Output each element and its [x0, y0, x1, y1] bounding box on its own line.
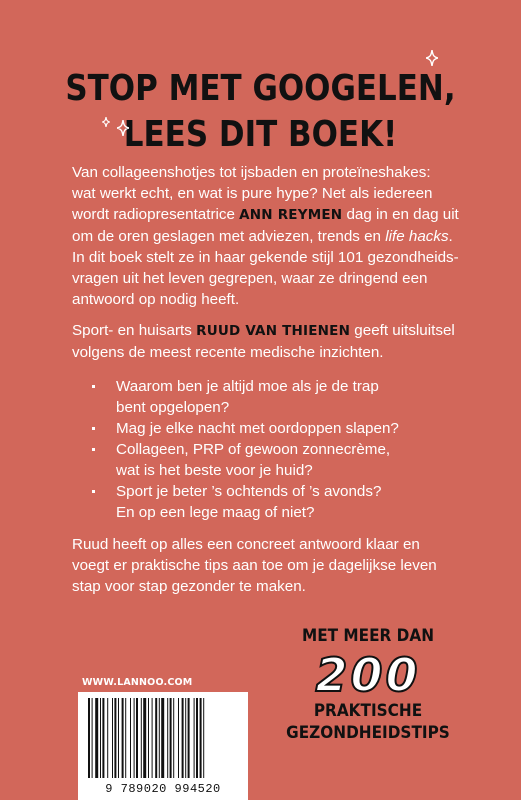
intro-line [72, 204, 472, 226]
barcode-bar [167, 698, 168, 778]
expert-line: volgens de meest recente medische inzichten. [72, 344, 384, 361]
barcode-bar [200, 698, 202, 778]
intro-paragraph [72, 162, 472, 310]
bullet-icon [92, 490, 95, 493]
closing-line: stap voor stap gezonder te maken. [72, 578, 306, 595]
intro-text: wordt radiopresentatrice [72, 206, 240, 223]
publisher-url: WWW.LANNOO.COM [82, 677, 193, 688]
closing-line: voegt er praktische tips aan toe om je dagelijkse leven [72, 557, 437, 574]
intro-text: . [448, 228, 453, 245]
barcode-bar [161, 698, 164, 778]
sparkle-icon [117, 120, 129, 136]
expert-text: Sport- en huisarts [72, 322, 197, 339]
author-name: ANN REYMEN [239, 207, 343, 223]
sparkle-icon [426, 50, 438, 66]
barcode-bar [122, 698, 124, 778]
intro-line: vragen uit het leven gegrepen, waar ze dringend een [72, 270, 428, 287]
intro-text: dag in en dag uit [342, 206, 459, 223]
list-item [90, 376, 450, 418]
bullet-icon [92, 427, 95, 430]
intro-line: In dit boek stelt ze in haar gekende stijl 101 gezondheids- [72, 249, 459, 266]
barcode [78, 692, 248, 800]
bullet-icon [92, 448, 95, 451]
barcode-bar [196, 698, 198, 778]
list-item [90, 481, 450, 523]
question-text: bent opgelopen? [116, 399, 230, 416]
tips-promo [260, 624, 476, 744]
intro-line [72, 226, 472, 247]
list-item [90, 418, 450, 439]
promo-line: GEZONDHEIDSTIPS [286, 723, 450, 743]
headline-line-1: STOP MET GOOGELEN, [65, 68, 456, 109]
intro-text: om de oren geslagen met adviezen, trends en [72, 228, 386, 245]
life-hacks-text: life hacks [385, 228, 449, 245]
barcode-bar [118, 698, 119, 778]
barcode-bar [100, 698, 101, 778]
barcode-bar [173, 698, 174, 778]
question-text: wat is het beste voor je huid? [116, 462, 313, 479]
intro-line: Van collageenshotjes tot ijsbaden en proteïneshakes: [72, 164, 431, 181]
expert-paragraph [72, 320, 472, 363]
barcode-bar [112, 698, 113, 778]
promo-line: PRAKTISCHE [313, 701, 423, 721]
barcode-bar [102, 698, 104, 778]
barcode-bar [188, 698, 190, 778]
question-text: En op een lege maag of niet? [116, 504, 315, 521]
intro-line: wat werkt echt, en wat is pure hype? Net als iedereen [72, 185, 433, 202]
barcode-bar [136, 698, 138, 778]
closing-line: Ruud heeft op alles een concreet antwoord klaar en [72, 536, 420, 553]
barcode-bar [178, 698, 179, 778]
barcode-bar [92, 698, 93, 778]
promo-top: MET MEER DAN [301, 626, 435, 646]
promo-number: 200 [315, 648, 421, 702]
question-list [90, 376, 450, 523]
sparkle-icon [102, 117, 110, 127]
barcode-bar [95, 698, 98, 778]
barcode-bar [130, 698, 131, 778]
barcode-bar [125, 698, 126, 778]
barcode-bar [141, 698, 142, 778]
question-text: Sport je beter ’s ochtends of ’s avonds? [116, 483, 382, 500]
barcode-bar [107, 698, 108, 778]
barcode-bar [185, 698, 186, 778]
isbn-number: 9 789020 994520 [105, 782, 221, 796]
barcode-bar [148, 698, 149, 778]
barcode-bar [143, 698, 146, 778]
expert-text: geeft uitsluitsel [350, 322, 455, 339]
expert-line [72, 320, 472, 342]
headline [36, 66, 484, 158]
expert-name: RUUD VAN THIENEN [196, 323, 351, 339]
headline-line-2: LEES DIT BOEK! [123, 114, 398, 155]
barcode-bars [86, 698, 240, 778]
question-text: Collageen, PRP of gewoon zonnecrème, [116, 441, 391, 458]
barcode-bar [203, 698, 204, 778]
barcode-bar [159, 698, 160, 778]
question-text: Mag je elke nacht met oordoppen slapen? [116, 420, 399, 437]
intro-line: antwoord op nodig heeft. [72, 291, 240, 308]
barcode-bar [152, 698, 153, 778]
barcode-bar [88, 698, 90, 778]
barcode-bar [194, 698, 195, 778]
barcode-bar [155, 698, 157, 778]
barcode-bar [170, 698, 172, 778]
list-item [90, 439, 450, 481]
bullet-icon [92, 385, 95, 388]
barcode-bar [114, 698, 116, 778]
barcode-bar [182, 698, 184, 778]
closing-paragraph [72, 534, 472, 597]
question-text: Waarom ben je altijd moe als je de trap [116, 378, 379, 395]
barcode-bar [134, 698, 135, 778]
